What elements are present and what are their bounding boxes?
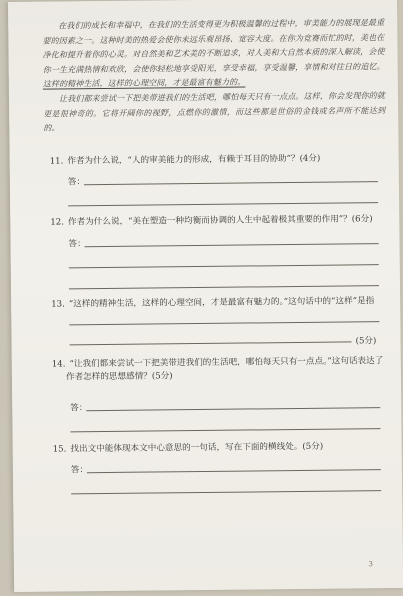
answer-line[interactable]: [87, 469, 381, 473]
answer-label: 答：: [70, 403, 88, 414]
question-11: [50, 153, 321, 169]
question-text: “让我们都来尝试一下把美带进我们的生活吧，哪怕每天只有一点点。”这句话表达了: [69, 356, 384, 370]
question-text: 作者为什么说，“美在塑造一种均衡而协调的人生中起着极其重要的作用”？(6分): [67, 214, 373, 228]
answer-line[interactable]: [69, 264, 379, 268]
answer-line[interactable]: [86, 407, 380, 411]
exam-page: [8, 0, 403, 592]
question-number: 15.: [52, 444, 67, 455]
answer-line[interactable]: [70, 428, 380, 432]
answer-label: 答：: [70, 465, 89, 476]
answer-line[interactable]: [71, 490, 381, 494]
question-15: [53, 441, 324, 457]
answer-line[interactable]: [70, 341, 352, 345]
score-label: (5分): [355, 336, 377, 347]
question-number: 12.: [50, 217, 65, 228]
passage-paragraph-1: 在我们的成长和幸福中，在我们的生活变得更为积极温馨的过程中，审美能力的展现是最重要的因素之一。这种时美的热爱会使你未远乐观昂扬、宽容大度。在你为竞赛而忙的时，美也在净化和提升着你的心灵。对自然美和艺术美的不断追求，对人美和大自然本质的深入解读，会使你一生充满热情和欢欣，会使你轻松地享受阳光，享受幸福，享受温馨，享情和对往日的追忆。这样的精神生活，这样的心理空间，才是最富有魅力的。: [42, 18, 385, 90]
answer-label: 答：: [67, 177, 86, 188]
question-text: 找出文中能体现本文中心意思的一句话，写在下面的横线处。(5分): [70, 441, 324, 455]
question-12: [50, 213, 372, 229]
answer-line[interactable]: [68, 202, 378, 206]
answer-label: 答：: [68, 239, 86, 250]
underlined-sentence: 这样的精神生活，这样的心理空间，才是最富有魅力的。: [42, 77, 246, 90]
answer-line[interactable]: [69, 321, 379, 325]
question-number: 14.: [51, 359, 66, 370]
answer-line[interactable]: [84, 181, 378, 185]
question-13: [51, 295, 374, 311]
question-number: 11.: [49, 156, 64, 167]
reading-passage: [42, 16, 385, 136]
question-text: “这样的精神生活，这样的心理空间，才是最富有魅力的。”这句话中的“这样”是指: [68, 296, 375, 310]
question-text-continued: 作者怎样的思想感情？(5分): [65, 371, 173, 383]
page-number: 3: [368, 560, 373, 569]
answer-line[interactable]: [69, 285, 379, 289]
question-number: 13.: [51, 299, 65, 310]
answer-line[interactable]: [85, 243, 379, 247]
passage-paragraph-2: 让我们都来尝试一下把美带进我们的生活吧，哪怕每天只有一点点。这样，你会发现你的就更是很神奇的。它将开阔你的视野，点燃你的激情，而这些都是世俗的金钱或名声所不能达到的。: [43, 91, 386, 133]
question-14: [52, 355, 384, 384]
question-text: 作者为什么说，“人的审美能力的形成，有赖于耳目的协助”？(4分): [67, 153, 321, 167]
